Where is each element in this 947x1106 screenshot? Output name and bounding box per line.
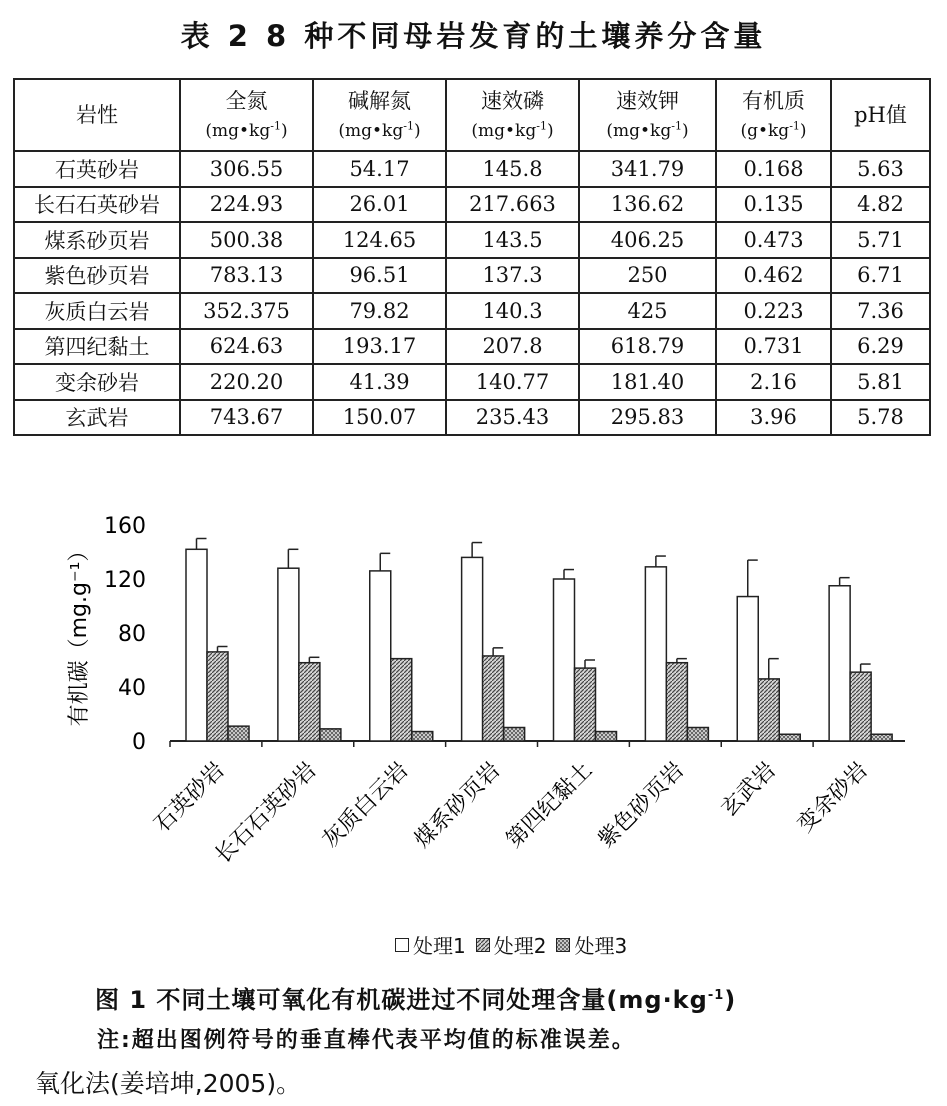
- legend-item-series-1: 处理1: [395, 930, 466, 959]
- row-label: 石英砂岩: [14, 151, 180, 187]
- table-cell: 137.3: [446, 258, 579, 294]
- legend-item-series-2: 处理2: [476, 930, 547, 959]
- figure-caption: 图 1 不同土壤可氧化有机碳进过不同处理含量$(mg\cdot kg^{-1})$: [95, 986, 737, 1014]
- bar-series-1: [829, 586, 850, 741]
- table-cell: 26.01: [313, 187, 446, 223]
- table-cell: 0.462: [716, 258, 831, 294]
- y-tick-label: 120: [104, 568, 146, 593]
- table-cell: 743.67: [180, 400, 313, 436]
- header-available-phosphorus: 速效磷 $(mg•kg^{-1})$: [446, 79, 579, 151]
- table-cell: 79.82: [313, 293, 446, 329]
- table-cell: 124.65: [313, 222, 446, 258]
- bar-series-2: [666, 663, 687, 741]
- bar-series-3: [596, 732, 617, 741]
- y-axis-label: 有机碳（mg.g⁻¹）: [67, 539, 92, 727]
- bar-series-1: [186, 549, 207, 741]
- table-cell: 295.83: [579, 400, 716, 436]
- bar-series-1: [737, 597, 758, 741]
- bar-series-1: [645, 567, 666, 741]
- table-cell: 4.82: [831, 187, 930, 223]
- table-cell: 783.13: [180, 258, 313, 294]
- table-cell: 193.17: [313, 329, 446, 365]
- table-cell: 5.78: [831, 400, 930, 436]
- table-cell: 143.5: [446, 222, 579, 258]
- table-cell: 96.51: [313, 258, 446, 294]
- y-tick-label: 40: [118, 676, 146, 701]
- bar-series-1: [278, 568, 299, 741]
- table-row: [14, 258, 930, 294]
- x-tick-label: 长石石英砂岩: [210, 757, 322, 869]
- x-tick-label: 煤系砂页岩: [409, 757, 506, 854]
- bar-series-2: [758, 679, 779, 741]
- table-header-row: [14, 79, 930, 151]
- x-tick-label: 紫色砂页岩: [593, 757, 690, 854]
- y-tick-label: 160: [104, 514, 146, 539]
- table-cell: 306.55: [180, 151, 313, 187]
- table-cell: 500.38: [180, 222, 313, 258]
- table-cell: 0.135: [716, 187, 831, 223]
- table-cell: 425: [579, 293, 716, 329]
- bar-series-3: [228, 726, 249, 741]
- bar-series-3: [412, 732, 433, 741]
- table-row: [14, 400, 930, 436]
- table-cell: 5.71: [831, 222, 930, 258]
- header-total-nitrogen: 全氮 $(mg•kg^{-1})$: [180, 79, 313, 151]
- x-tick-label: 第四纪黏土: [501, 757, 598, 854]
- row-label: 紫色砂页岩: [14, 258, 180, 294]
- y-tick-label: 80: [118, 622, 146, 647]
- row-label: 长石石英砂岩: [14, 187, 180, 223]
- table-cell: 181.40: [579, 364, 716, 400]
- table-cell: 5.63: [831, 151, 930, 187]
- bar-series-3: [320, 729, 341, 741]
- table-cell: 145.8: [446, 151, 579, 187]
- legend-swatch-hatch: [476, 938, 490, 952]
- bar-series-3: [871, 734, 892, 741]
- table-cell: 0.168: [716, 151, 831, 187]
- table-cell: 0.731: [716, 329, 831, 365]
- bar-series-2: [575, 668, 596, 741]
- table-cell: 41.39: [313, 364, 446, 400]
- row-label: 灰质白云岩: [14, 293, 180, 329]
- table-row: [14, 222, 930, 258]
- table-cell: 624.63: [180, 329, 313, 365]
- row-label: 玄武岩: [14, 400, 180, 436]
- header-organic-matter: 有机质 $(g•kg^{-1})$: [716, 79, 831, 151]
- table-cell: 235.43: [446, 400, 579, 436]
- table-cell: 217.663: [446, 187, 579, 223]
- table-title: 表 2 8 种不同母岩发育的土壤养分含量: [180, 19, 767, 53]
- header-lithology: 岩性: [14, 79, 180, 151]
- organic-carbon-chart: [0, 505, 947, 925]
- table-cell: 352.375: [180, 293, 313, 329]
- bar-series-2: [207, 652, 228, 741]
- table-cell: 0.473: [716, 222, 831, 258]
- table-cell: 0.223: [716, 293, 831, 329]
- bar-series-3: [687, 728, 708, 742]
- row-label: 煤系砂页岩: [14, 222, 180, 258]
- bar-series-2: [483, 656, 504, 741]
- table-cell: 2.16: [716, 364, 831, 400]
- table-cell: 220.20: [180, 364, 313, 400]
- bar-series-1: [554, 579, 575, 741]
- figure-note: 注:超出图例符号的垂直棒代表平均值的标准误差。: [97, 1028, 636, 1053]
- header-alkali-nitrogen: 碱解氮 $(mg•kg^{-1})$: [313, 79, 446, 151]
- table-row: [14, 364, 930, 400]
- table-cell: 341.79: [579, 151, 716, 187]
- legend-swatch-crosshatch: [556, 938, 570, 952]
- nutrient-table: [13, 78, 931, 436]
- legend-swatch-white: [395, 938, 409, 952]
- table-cell: 140.3: [446, 293, 579, 329]
- bar-series-3: [504, 728, 525, 742]
- x-tick-label: 变余砂岩: [792, 757, 873, 838]
- table-cell: 7.36: [831, 293, 930, 329]
- x-tick-label: 石英砂岩: [149, 757, 230, 838]
- row-label: 变余砂岩: [14, 364, 180, 400]
- table-cell: 140.77: [446, 364, 579, 400]
- table-cell: 150.07: [313, 400, 446, 436]
- table-cell: 224.93: [180, 187, 313, 223]
- table-cell: 136.62: [579, 187, 716, 223]
- table-cell: 250: [579, 258, 716, 294]
- bar-series-1: [370, 571, 391, 741]
- table-cell: 6.71: [831, 258, 930, 294]
- x-tick-label: 灰质白云岩: [318, 757, 414, 854]
- table-row: [14, 151, 930, 187]
- table-cell: 5.81: [831, 364, 930, 400]
- table-cell: 207.8: [446, 329, 579, 365]
- body-text: 氧化法(姜培坤,2005)。: [35, 1069, 302, 1098]
- bar-series-2: [391, 659, 412, 741]
- x-tick-label: 玄武岩: [716, 757, 781, 822]
- bar-series-2: [850, 672, 871, 741]
- y-tick-label: 0: [132, 730, 146, 755]
- table-cell: 618.79: [579, 329, 716, 365]
- table-cell: 406.25: [579, 222, 716, 258]
- table-cell: 54.17: [313, 151, 446, 187]
- bar-series-3: [779, 734, 800, 741]
- header-ph: pH值: [831, 79, 930, 151]
- row-label: 第四纪黏土: [14, 329, 180, 365]
- table-cell: 6.29: [831, 329, 930, 365]
- legend-item-series-3: 处理3: [556, 930, 627, 959]
- bar-series-1: [462, 557, 483, 741]
- bar-series-2: [299, 663, 320, 741]
- table-row: [14, 329, 930, 365]
- chart-legend: [395, 930, 627, 959]
- header-available-potassium: 速效钾 $(mg•kg^{-1})$: [579, 79, 716, 151]
- table-row: [14, 187, 930, 223]
- table-cell: 3.96: [716, 400, 831, 436]
- table-row: [14, 293, 930, 329]
